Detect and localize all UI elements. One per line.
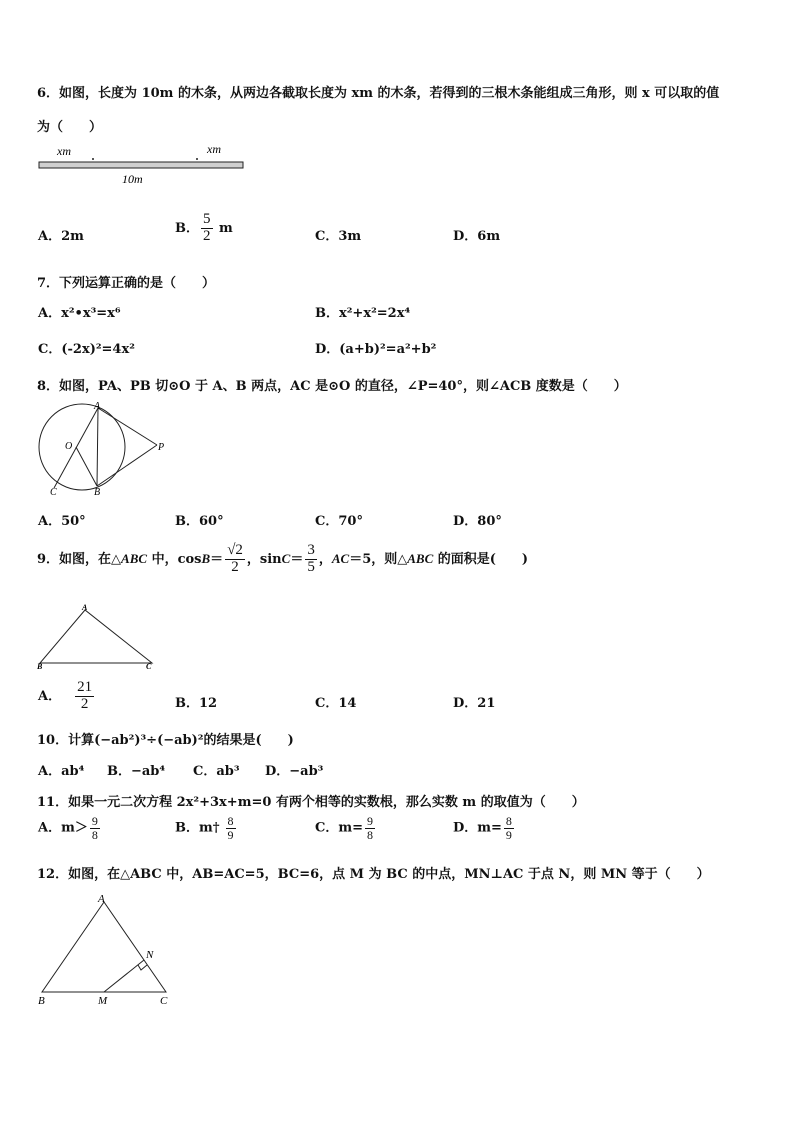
q6-option-b: B． $\frac{5}{2}$ m: [175, 211, 233, 244]
q8-tangent-pa: [98, 408, 157, 445]
q11-option-b: B．m† $\frac{8}{9}$: [175, 814, 234, 842]
q6-fig-bottom-label: 10m: [122, 172, 143, 186]
q9-triangle: [40, 610, 152, 663]
q6-option-d: D．6m: [453, 229, 501, 244]
q10-option-b: B．−ab⁴: [107, 764, 166, 779]
q9-option-c: C．14: [315, 696, 357, 711]
q7-option-d: D．(a+b)²=a²+b²: [315, 342, 437, 357]
q8-option-b: B．60°: [175, 514, 224, 529]
q6-figure: [30, 140, 260, 190]
q12-right-angle-mark: [138, 965, 147, 970]
q12-label-n: N: [146, 949, 154, 961]
q6-option-a: A．2m: [38, 229, 84, 244]
q12-label-a: A: [98, 893, 105, 905]
q6-fig-left-label: xm: [57, 144, 71, 158]
q7-stem: 7．下列运算正确的是（ ）: [37, 276, 216, 291]
q8-label-p: P: [158, 442, 165, 453]
q8-radius-ob: [76, 447, 97, 486]
q8-chord-ab: [97, 408, 98, 486]
q9-label-c: C: [146, 662, 152, 671]
q9-figure: [34, 600, 160, 672]
q6-fig-right-label: xm: [207, 142, 221, 156]
q7-option-a: A．x²•x³=x⁶: [38, 306, 121, 321]
q10-option-c: C．ab³: [193, 764, 240, 779]
q12-triangle: [42, 902, 166, 992]
q6-option-c: C．3m: [315, 229, 362, 244]
q7-option-c: C．(-2x)²=4x²: [38, 342, 135, 357]
q8-option-d: D．80°: [453, 514, 502, 529]
q12-figure: [34, 890, 179, 1010]
q7-option-b: B．x²+x²=2x⁴: [315, 306, 411, 321]
q12-label-b: B: [38, 995, 45, 1007]
q12-segment-mn: [104, 960, 144, 992]
q12-label-c: C: [160, 995, 168, 1007]
q12-label-m: M: [98, 995, 108, 1007]
q11-option-d: D．m= $\frac{8}{9}$: [453, 814, 512, 842]
q6-stem-line1: 6．如图，长度为 10m 的木条，从两边各截取长度为 xm 的木条，若得到的三根木条能组成三角形，则 x 可以取的值: [37, 86, 720, 101]
q8-label-b: B: [94, 487, 101, 498]
q11-option-a: A．m＞ $\frac{9}{8}$: [38, 814, 98, 842]
q8-stem: 8．如图，PA、PB 切⊙O 于 A、B 两点，AC 是⊙O 的直径，∠P=40°，则∠ACB 度数是（ ）: [37, 379, 627, 394]
q11-stem: 11．如果一元二次方程 2x²+3x+m=0 有两个相等的实数根，那么实数 m 的取值为（ ）: [37, 795, 585, 810]
q8-tangent-pb: [97, 445, 157, 486]
q9-option-b: B．12: [175, 696, 218, 711]
q11-option-c: C．m= $\frac{9}{8}$: [315, 814, 373, 842]
q8-label-a: A: [94, 401, 101, 412]
q10-stem: 10．计算(−ab²)³÷(−ab)²的结果是( ): [37, 733, 294, 748]
q10-option-a: A．ab⁴: [38, 764, 85, 779]
q8-figure: [30, 398, 180, 500]
q8-option-a: A．50°: [38, 514, 86, 529]
q8-label-o: O: [65, 441, 73, 452]
q9-option-a: A． $\frac{21}{2}$: [38, 679, 93, 712]
q10-option-d: D．−ab³: [265, 764, 324, 779]
q6-right-cut-mark: [196, 158, 198, 160]
q9-stem: 9．如图，在△ABC 中，cosB＝ $\frac{√2}{2}$ ，sinC＝ $\frac{3}{5}$ ，AC＝5，则△ABC 的面积是( ): [37, 542, 529, 575]
q9-option-d: D．21: [453, 696, 496, 711]
q6-wood-bar: [39, 162, 243, 168]
q9-label-a: A: [82, 603, 88, 612]
q12-stem: 12．如图，在△ABC 中，AB=AC=5，BC=6，点 M 为 BC 的中点，MN⊥AC 于点 N，则 MN 等于（ ）: [37, 867, 710, 882]
q9-label-b: B: [37, 662, 43, 671]
q6-stem-line2: 为（ ）: [37, 120, 103, 135]
q8-label-c: C: [50, 487, 57, 498]
q6-left-cut-mark: [92, 158, 94, 160]
q8-option-c: C．70°: [315, 514, 363, 529]
